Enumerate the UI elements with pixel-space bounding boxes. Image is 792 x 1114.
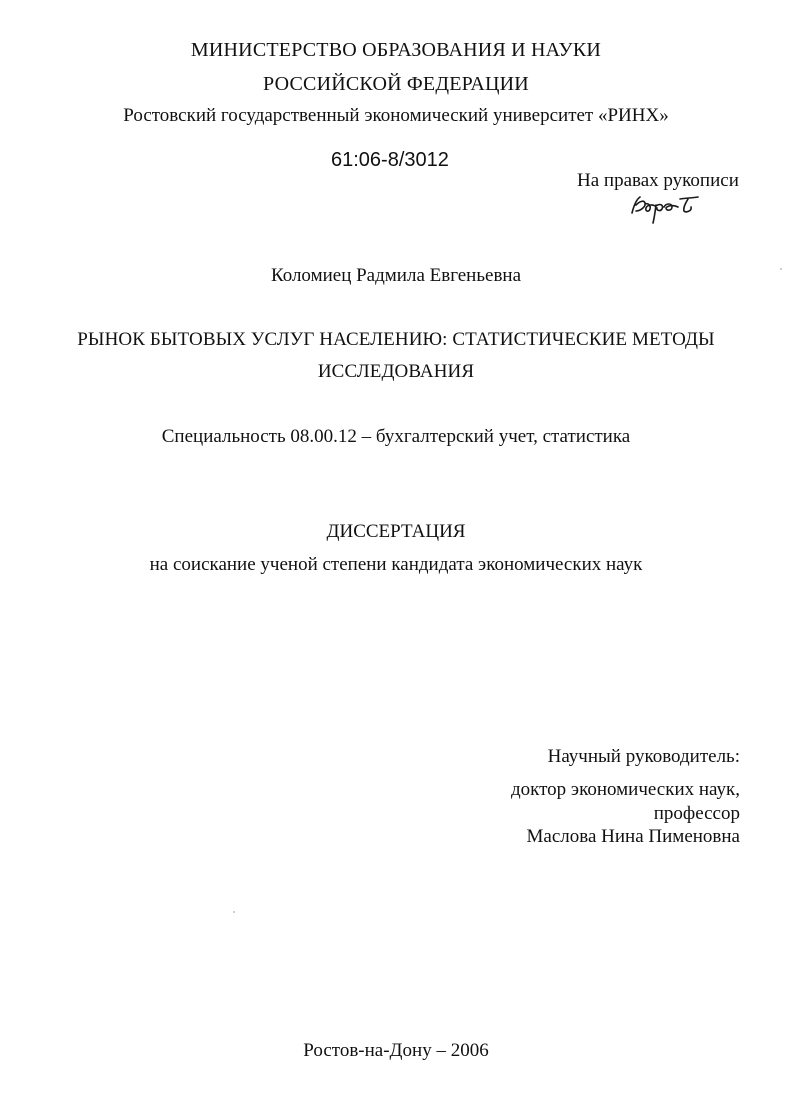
scan-speck <box>233 911 235 913</box>
work-type: ДИССЕРТАЦИЯ <box>326 521 466 542</box>
place-and-year: Ростов-на-Дону – 2006 <box>303 1040 489 1061</box>
dissertation-title-line-1: РЫНОК БЫТОВЫХ УСЛУГ НАСЕЛЕНИЮ: СТАТИСТИЧЕСКИЕ МЕТОДЫ <box>77 329 715 350</box>
specialty: Специальность 08.00.12 – бухгалтерский учет, статистика <box>161 426 631 447</box>
supervisor-degree: доктор экономических наук, <box>510 779 740 800</box>
ministry-line-1: МИНИСТЕРСТВО ОБРАЗОВАНИЯ И НАУКИ <box>190 39 602 61</box>
supervisor-rank: профессор <box>653 803 740 824</box>
dissertation-title-line-2: ИССЛЕДОВАНИЯ <box>317 361 475 382</box>
supervisor-heading: Научный руководитель: <box>547 746 740 767</box>
university-name: Ростовский государственный экономический университет «РИНХ» <box>123 105 669 126</box>
scan-speck <box>780 268 782 270</box>
degree-sought: на соискание ученой степени кандидата экономических наук <box>149 554 643 575</box>
author-name: Коломиец Радмила Евгеньевна <box>270 265 522 286</box>
manuscript-note: На правах рукописи <box>577 170 739 191</box>
ministry-line-2: РОССИЙСКОЙ ФЕДЕРАЦИИ <box>263 73 529 95</box>
author-signature <box>628 191 708 225</box>
supervisor-name: Маслова Нина Пименовна <box>526 826 740 847</box>
catalog-code: 61:06-8/3012 <box>331 149 449 171</box>
